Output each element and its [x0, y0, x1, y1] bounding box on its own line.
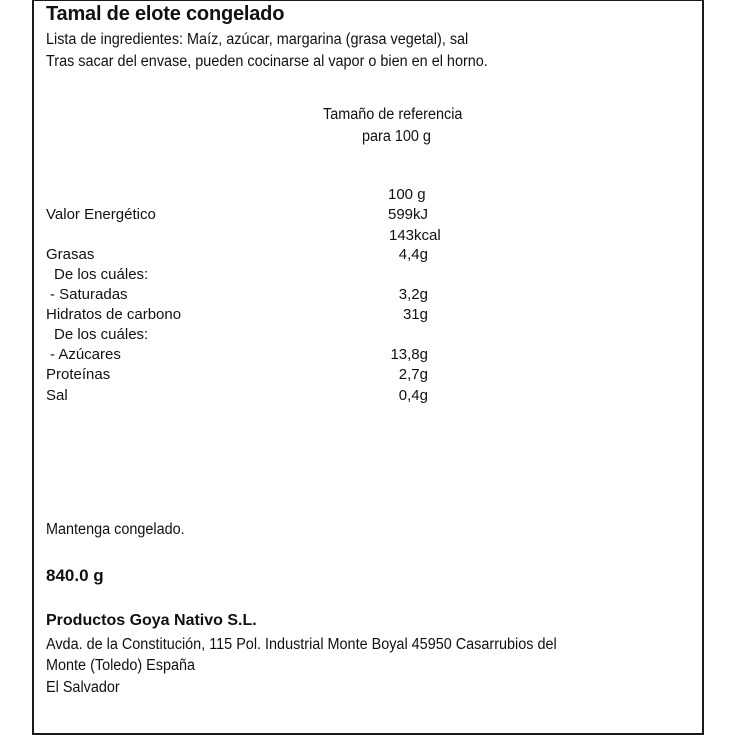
preparation-instructions: Tras sacar del envase, pueden cocinarse al vapor o bien en el horno.	[46, 53, 488, 70]
row-value-carbohydrates: 31g	[402, 306, 428, 323]
country-of-origin: El Salvador	[46, 679, 120, 696]
row-value-saturated: 3,2g	[398, 286, 428, 303]
row-label-protein: Proteínas	[46, 366, 111, 383]
row-label-saturated: - Saturadas	[50, 286, 128, 303]
manufacturer-address-line1: Avda. de la Constitución, 115 Pol. Industrial Monte Boyal 45950 Casarrubios del	[46, 636, 557, 653]
row-value-energy-kcal: 143kcal	[389, 227, 441, 244]
manufacturer-name: Productos Goya Nativo S.L.	[46, 612, 257, 629]
manufacturer-address-line2: Monte (Toledo) España	[46, 657, 196, 674]
row-label-sugars: - Azúcares	[50, 346, 121, 363]
row-value-sugars: 13,8g	[390, 346, 428, 363]
row-value-energy-kj: 599kJ	[388, 206, 429, 223]
row-value-fat: 4,4g	[398, 246, 428, 263]
column-header-100g: 100 g	[388, 186, 426, 203]
reference-size-header: Tamaño de referencia	[323, 106, 463, 123]
row-value-protein: 2,7g	[398, 366, 428, 383]
storage-instructions: Mantenga congelado.	[46, 521, 185, 538]
product-title: Tamal de elote congelado	[46, 3, 285, 25]
row-value-salt: 0,4g	[398, 387, 428, 404]
row-label-energy: Valor Energético	[46, 206, 156, 223]
row-label-of-which-fat: De los cuáles:	[54, 266, 149, 283]
net-weight: 840.0 g	[46, 566, 104, 585]
row-label-salt: Sal	[46, 387, 68, 404]
reference-size-subheader: para 100 g	[362, 128, 431, 145]
row-label-of-which-carbs: De los cuáles:	[54, 326, 149, 343]
row-label-fat: Grasas	[46, 246, 95, 263]
row-label-carbohydrates: Hidratos de carbono	[46, 306, 182, 323]
ingredients-list: Lista de ingredientes: Maíz, azúcar, margarina (grasa vegetal), sal	[46, 31, 469, 48]
